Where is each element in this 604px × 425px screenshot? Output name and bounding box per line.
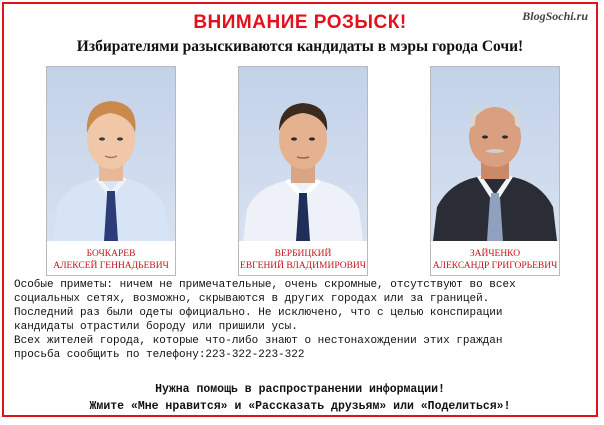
candidate-card-1	[46, 66, 176, 276]
cta-line: Жмите «Мне нравится» и «Рассказать друзьям» или «Поделиться»!	[89, 400, 511, 413]
candidate-fullname: АЛЕКСЕЙ ГЕННАДЬЕВИЧ	[53, 261, 169, 271]
portrait-2	[239, 67, 367, 241]
candidate-fullname: АЛЕКСАНДР ГРИГОРЬЕВИЧ	[432, 261, 558, 271]
description-line: Всех жителей города, которые что-либо знают о нестонахождении этих граждан	[14, 335, 503, 347]
portrait-3	[431, 67, 559, 241]
description-text	[14, 278, 598, 362]
description-line: Последний раз были одеты официально. Не исключено, что с целью конспирации	[14, 307, 503, 319]
subtitle: Избирателями разыскиваются кандидаты в мэры города Сочи!	[76, 38, 524, 55]
candidate-caption-2	[239, 241, 367, 275]
candidate-photo-3	[431, 67, 559, 241]
description-line: просьба сообщить по телефону:223-322-223-322	[14, 349, 305, 361]
portrait-1	[47, 67, 175, 241]
candidate-caption-1	[47, 241, 175, 275]
candidate-surname: ЗАЙЧЕНКО	[469, 249, 521, 259]
candidate-card-3	[430, 66, 560, 276]
watermark: BlogSochi.ru	[522, 9, 588, 23]
candidate-card-2	[238, 66, 368, 276]
candidate-caption-3	[431, 241, 559, 275]
wanted-poster	[2, 2, 598, 417]
candidate-fullname: ЕВГЕНИЙ ВЛАДИМИРОВИЧ	[240, 261, 366, 271]
cta-line: Нужна помощь в распространении информации!	[155, 383, 445, 396]
description-line: социальных сетях, возможно, скрываются в других городах или за границей.	[14, 293, 490, 305]
headline: ВНИМАНИЕ РОЗЫСК!	[193, 12, 407, 33]
call-to-action	[4, 381, 596, 415]
candidate-photo-1	[47, 67, 175, 241]
description-line: кандидаты отрастили бороду или пришили усы.	[14, 321, 298, 333]
candidate-surname: ВЕРБИЦКИЙ	[274, 249, 332, 259]
candidate-photo-2	[239, 67, 367, 241]
candidate-surname: БОЧКАРЕВ	[86, 249, 136, 259]
description-line: Особые приметы: ничем не примечательные, очень скромные, отсутствуют во всех	[14, 279, 516, 291]
